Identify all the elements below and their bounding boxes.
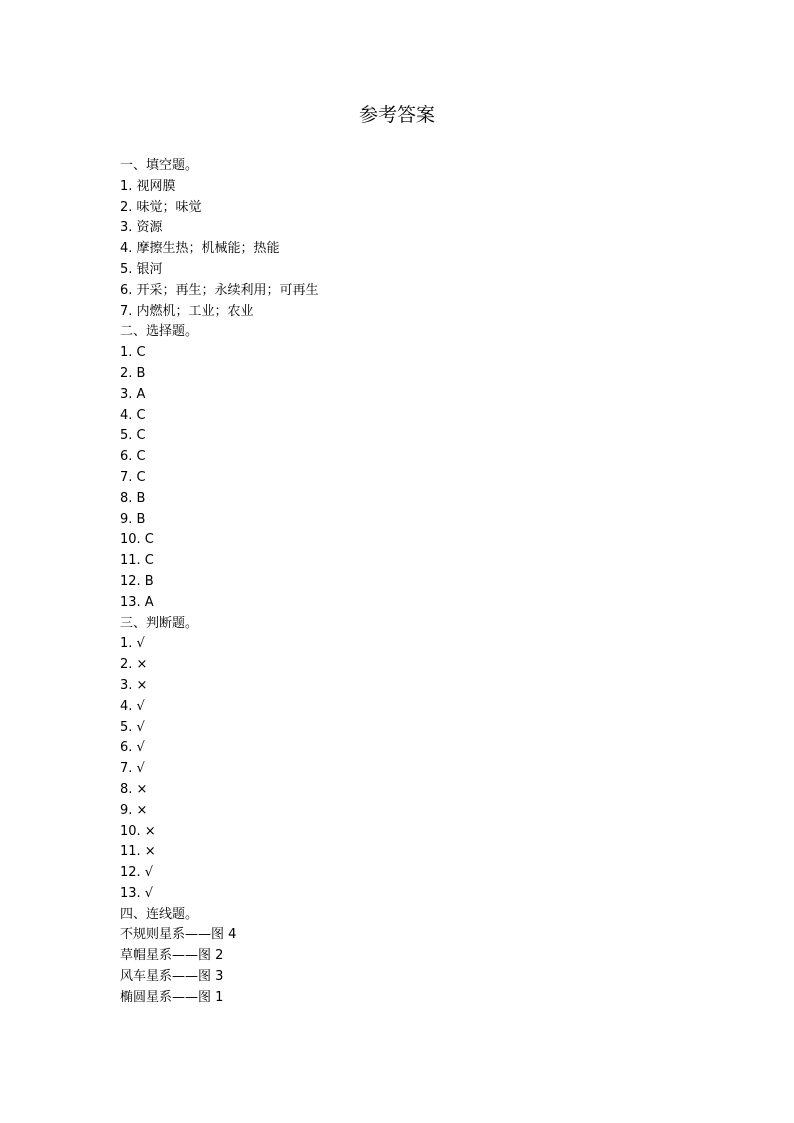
answer-line: 11. C xyxy=(120,553,154,569)
answer-line: 不规则星系——图 4 xyxy=(120,927,237,943)
answer-line: 4. 摩擦生热；机械能；热能 xyxy=(120,241,280,257)
answer-line: 4. √ xyxy=(120,698,145,714)
answer-line: 11. × xyxy=(120,844,156,860)
answer-line: 12. √ xyxy=(120,865,154,881)
answer-line: 6. √ xyxy=(120,740,145,756)
section-heading: 一、填空题。 xyxy=(120,158,199,173)
section-heading: 四、连线题。 xyxy=(120,906,199,922)
section-heading: 二、选择题。 xyxy=(120,324,199,340)
answer-line: 3. 资源 xyxy=(120,220,163,236)
answer-line: 草帽星系——图 2 xyxy=(120,948,224,964)
answer-line: 13. A xyxy=(120,594,154,610)
answer-list xyxy=(120,156,680,1009)
answer-line: 1. C xyxy=(120,345,146,361)
answer-line: 6. C xyxy=(120,449,146,465)
answer-line: 5. C xyxy=(120,428,146,444)
answer-line: 椭圆星系——图 1 xyxy=(120,989,224,1005)
answer-line: 9. B xyxy=(120,511,146,527)
answer-line: 2. × xyxy=(120,657,148,673)
answer-line: 13. √ xyxy=(120,885,154,901)
answer-line: 风车星系——图 3 xyxy=(120,969,224,985)
answer-line: 1. 视网膜 xyxy=(120,178,176,194)
answer-line: 6. 开采；再生；永续利用；可再生 xyxy=(120,282,319,298)
answer-line: 8. × xyxy=(120,781,148,797)
answer-line: 2. 味觉；味觉 xyxy=(120,199,202,215)
answer-line: 4. C xyxy=(120,407,146,423)
answer-line: 1. √ xyxy=(120,636,145,652)
answer-line: 9. × xyxy=(120,802,148,818)
answer-line: 7. C xyxy=(120,469,146,485)
answer-line: 10. × xyxy=(120,823,156,839)
answer-line: 3. × xyxy=(120,677,148,693)
answer-line: 5. √ xyxy=(120,719,145,735)
answer-line: 8. B xyxy=(120,490,146,506)
section-heading: 三、判断题。 xyxy=(120,615,199,631)
answer-line: 7. 内燃机；工业；农业 xyxy=(120,303,254,319)
answer-line: 10. C xyxy=(120,532,154,548)
answer-line: 7. √ xyxy=(120,761,145,777)
answer-line: 2. B xyxy=(120,365,146,381)
answer-line: 12. B xyxy=(120,573,154,589)
page-title: 参考答案 xyxy=(358,104,435,126)
answer-line: 3. A xyxy=(120,386,146,402)
answer-line: 5. 银河 xyxy=(120,261,163,277)
